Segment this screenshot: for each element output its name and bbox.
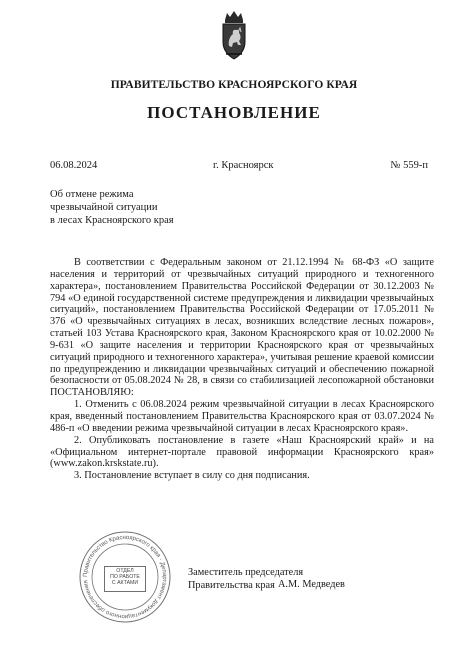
- document-date: 06.08.2024: [50, 160, 98, 171]
- document-number: № 559-п: [390, 160, 428, 171]
- stamp-center-line: С АКТАМИ: [111, 580, 139, 587]
- subject-line: Об отмене режима: [50, 189, 134, 200]
- stamp-center-line: ОТДЕЛ: [116, 568, 134, 574]
- signatory-title-line: Правительства края: [188, 579, 275, 591]
- preamble-paragraph: В соответствии с Федеральным законом от 21.12.1994 № 68-ФЗ «О защите населения и территорий от чрезвычайных ситуаций природного и техногенного характера», постановлением Правительства Российской Федерации от 30.12.2003 № 794 «О единой государственной системе предупреждения и ликвидации чрезвычайных ситуаций», постановлением Правительства Российской Федерации от 17.05.2011 № 376 «О чрезвычайных ситуациях в лесах, возникших вследствие лесных пожаров», статьей 103 Устава Красноярского края, Законом Красноярского края от 10.02.2000 № 9-631 «О защите населения и территории Красноярского края от чрезвычайных ситуаций природного и техногенного характера», учитывая решение краевой комиссии по предупреждению и ликвидации чрезвычайных ситуаций и обеспечению пожарной безопасности от 05.08.2024 № 28, в связи со стабилизацией лесопожарной обстановки ПОСТАНОВЛЯЮ:: [50, 257, 434, 399]
- stamp-center-box: [104, 566, 146, 592]
- krasnoyarsk-coat-of-arms-icon: [216, 10, 252, 62]
- item-3-paragraph: 3. Постановление вступает в силу со дня подписания.: [74, 470, 310, 482]
- document-city: г. Красноярск: [213, 160, 274, 171]
- signatory-title-line: Заместитель председателя: [188, 567, 304, 578]
- document-body: [50, 257, 434, 482]
- stamp-center-line: ПО РАБОТЕ: [110, 574, 140, 581]
- item-2-paragraph: 2. Опубликовать постановление в газете «Наш Красноярский край» и на «Официальном интернет-портале правовой информации Красноярского края» (www.zakon.krskstate.ru).: [50, 434, 434, 470]
- document-subject: [50, 188, 174, 227]
- signatory-name: А.М. Медведев: [278, 579, 345, 590]
- subject-line: чрезвычайной ситуации: [50, 202, 158, 213]
- subject-line: в лесах Красноярского края: [50, 215, 174, 226]
- item-1-paragraph: 1. Отменить с 06.08.2024 режим чрезвычайной ситуации в лесах Красноярского края, введенный постановлением Правительства Красноярского края от 03.07.2024 № 486-п «О введении режима чрезвычайной ситуации в лесах Красноярского края».: [50, 399, 434, 434]
- authority-name: ПРАВИТЕЛЬСТВО КРАСНОЯРСКОГО КРАЯ: [110, 79, 358, 91]
- document-type: ПОСТАНОВЛЕНИЕ: [147, 103, 321, 122]
- stamp-ring-text: Правительство Красноярского края · Департамент документационного обеспечения: [82, 534, 168, 620]
